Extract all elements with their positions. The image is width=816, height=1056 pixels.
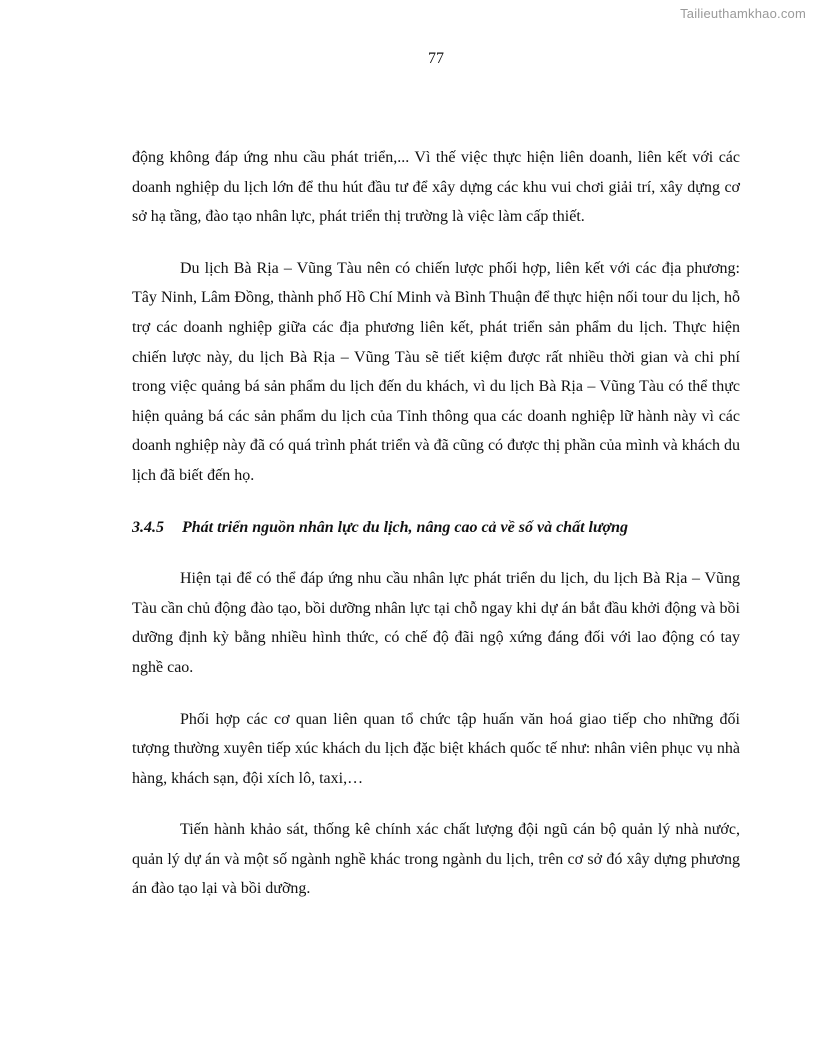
- paragraph-5: Tiến hành khảo sát, thống kê chính xác chất lượng đội ngũ cán bộ quản lý nhà nước, quản lý dự án và một số ngành nghề khác trong ngành du lịch, trên cơ sở đó xây dựng phương án đào tạo lại và bồi dưỡng.: [132, 821, 740, 898]
- watermark-text: Tailieuthamkhao.com: [680, 6, 806, 21]
- paragraph-4: Phối hợp các cơ quan liên quan tổ chức tập huấn văn hoá giao tiếp cho những đối tượng thường xuyên tiếp xúc khách du lịch đặc biệt khách quốc tế như: nhân viên phục vụ nhà hàng, khách sạn, đội xích lô, taxi,…: [132, 710, 740, 787]
- section-title: Phát triển nguồn nhân lực du lịch, nâng cao cả về số và chất lượng: [182, 518, 629, 536]
- paragraph-2: Du lịch Bà Rịa – Vũng Tàu nên có chiến lược phối hợp, liên kết với các địa phương: Tây Ninh, Lâm Đồng, thành phố Hồ Chí Minh và Bình Thuận để thực hiện nối tour du lịch, hỗ trợ các doanh nghiệp giữa các địa phương liên kết, phát triển sản phẩm du lịch. Thực hiện chiến lược này, du lịch Bà Rịa – Vũng Tàu sẽ tiết kiệm được rất nhiều thời gian và chi phí trong việc quảng bá sản phẩm du lịch đến du khách, vì du lịch Bà Rịa – Vũng Tàu có thể thực hiện quảng bá các sản phẩm du lịch của Tỉnh thông qua các doanh nghiệp lữ hành này vì các doanh nghiệp này đã có quá trình phát triển và đã cũng có được thị phần của mình và khách du lịch đã biết đến họ.: [132, 259, 740, 484]
- paragraph-1: động không đáp ứng nhu cầu phát triển,... Vì thế việc thực hiện liên doanh, liên kết với các doanh nghiệp du lịch lớn để thu hút đầu tư để xây dựng các khu vui chơi giải trí, xây dựng cơ sở hạ tầng, đào tạo nhân lực, phát triển thị trường là việc làm cấp thiết.: [132, 149, 740, 226]
- section-number: 3.4.5: [132, 518, 164, 536]
- page-number: 77: [428, 50, 444, 67]
- document-body: [132, 143, 740, 904]
- paragraph-3: Hiện tại để có thể đáp ứng nhu cầu nhân lực phát triển du lịch, du lịch Bà Rịa – Vũng Tàu cần chủ động đào tạo, bồi dưỡng nhân lực tại chỗ ngay khi dự án bắt đầu khởi động và bồi dưỡng định kỳ bằng nhiều hình thức, có chế độ đãi ngộ xứng đáng đối với lao động có tay nghề cao.: [132, 570, 740, 676]
- section-heading: [132, 513, 740, 543]
